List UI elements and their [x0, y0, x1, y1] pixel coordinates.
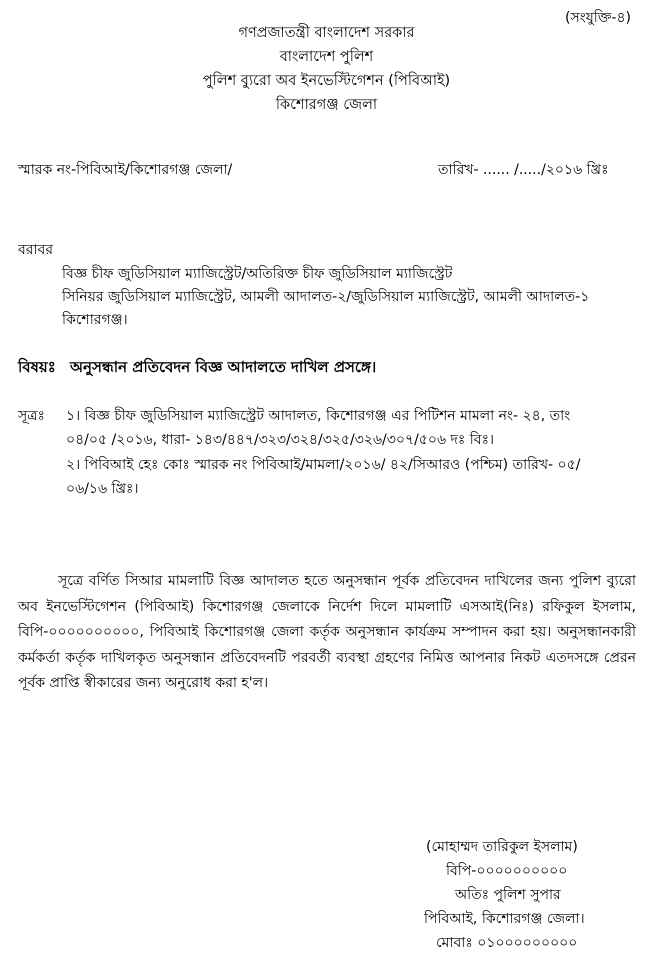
recipient-line-1: বিজ্ঞ চীফ জুডিসিয়াল ম্যাজিস্ট্রেট/অতিরিক্ত চীফ জুডিসিয়াল ম্যাজিস্ট্রেট: [62, 266, 453, 282]
bureau-name: পুলিশ ব্যুরো অব ইনভেস্টিগেশন (পিবিআই): [202, 73, 451, 89]
department-name: বাংলাদেশ পুলিশ: [279, 49, 374, 65]
signatory-name: (মোহাম্মদ তারিকুল ইসলাম): [426, 839, 578, 855]
annex-label: (সংযুক্তি-৪): [564, 10, 631, 26]
recipient-line-2: সিনিয়র জুডিসিয়াল ম্যাজিস্ট্রেট, আমলী আদালত-২/জুডিসিয়াল ম্যাজিস্ট্রেট, আমলী আদালত-১: [62, 289, 590, 305]
signatory-mobile: মোবাঃ ০১০০০০০০০০০: [436, 935, 578, 951]
reference-item-2: ২। পিবিআই হেঃ কোঃ স্মারক নং পিবিআই/মামলা/২০১৬/ ৪২/সিআরও (পশ্চিম) তারিখ- ০৫/: [66, 457, 581, 473]
memo-date: তারিখ- ...... /...../২০১৬ খ্রিঃ: [438, 162, 609, 178]
government-name: গণপ্রজাতন্ত্রী বাংলাদেশ সরকার: [238, 25, 415, 41]
reference-item-1: ১। বিজ্ঞ চীফ জুডিসিয়াল ম্যাজিস্ট্রেট আদালত, কিশোরগঞ্জ এর পিটিশন মামলা নং- ২৪, তাং: [66, 408, 571, 424]
body-paragraph: সূত্রে বর্ণিত সিআর মামলাটি বিজ্ঞ আদালত হতে অনুসন্ধান পূর্বক প্রতিবেদন দাখিলের জন্য পুলিশ ব্যুরো অব ইনভেস্টিগেশন (পিবিআই) কিশোরগঞ্জ জেলাকে নির্দেশ দিলে মামলাটি এসআই(নিঃ) রফিকুল ইসলাম, বিপি-০০০০০০০০০০, পিবিআই কিশোরগঞ্জ জেলা কর্তৃক অনুসন্ধান কার্যক্রম সম্পাদন করা হয়। অনুসন্ধানকারী কর্মকর্তা কর্তৃক দাখিলকৃত অনুসন্ধান প্রতিবেদনটি পরবর্তী ব্যবস্থা গ্রহণের নিমিত্ত আপনার নিকট এতদসঙ্গে প্রেরন পূর্বক প্রাপ্তি স্বীকারের জন্য অনুরোধ করা হ'ল।: [18, 573, 636, 691]
subject-text: অনুসন্ধান প্রতিবেদন বিজ্ঞ আদালতে দাখিল প্রসঙ্গে।: [70, 358, 377, 376]
signatory-office: পিবিআই, কিশোরগঞ্জ জেলা।: [424, 911, 585, 927]
reference-item-1-cont: ০৪/০৫ /২০১৬, ধারা- ১৪৩/৪৪৭/৩২৩/৩২৪/৩২৫/৩২৬/৩০৭/৫০৬ দঃ বিঃ।: [66, 432, 495, 448]
salutation: বরাবর: [18, 242, 54, 258]
subject-label: বিষয়ঃ: [18, 358, 56, 376]
reference-label: সূত্রঃ: [18, 408, 45, 424]
memo-number: স্মারক নং-পিবিআই/কিশোরগঞ্জ জেলা/: [18, 162, 233, 178]
reference-item-2-cont: ০৬/১৬ খ্রিঃ।: [66, 481, 139, 497]
recipient-line-3: কিশোরগঞ্জ।: [62, 312, 128, 328]
district-name: কিশোরগঞ্জ জেলা: [275, 97, 378, 113]
signatory-designation: অতিঃ পুলিশ সুপার: [455, 887, 561, 903]
signatory-bp: বিপি-০০০০০০০০০০: [446, 863, 568, 879]
